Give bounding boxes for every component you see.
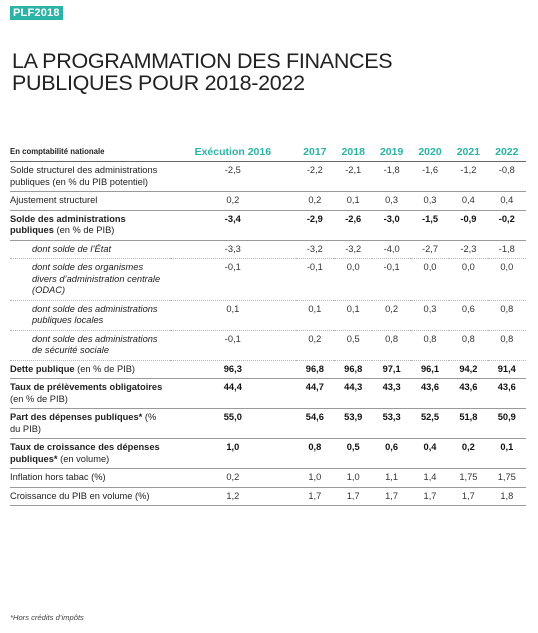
table-cell: 1,0 [334, 469, 372, 488]
footnote: *Hors crédits d’impôts [10, 613, 84, 622]
row-label [10, 360, 170, 379]
table-cell: 53,3 [372, 409, 410, 439]
row-label-main: Part des dépenses publiques* [10, 412, 143, 422]
table-cell: -2,3 [449, 240, 487, 259]
row-label [10, 379, 170, 409]
table-cell: 1,75 [488, 469, 526, 488]
row-label [10, 469, 170, 488]
table-cell: -0,1 [170, 330, 296, 360]
table-cell: -2,6 [334, 210, 372, 240]
table-cell: -2,9 [296, 210, 334, 240]
table-cell: 43,3 [372, 379, 410, 409]
page-title-line-2: PUBLIQUES POUR 2018-2022 [12, 71, 305, 95]
column-header: 2019 [379, 146, 404, 158]
table-row [10, 379, 526, 409]
table-row [10, 259, 526, 301]
table-cell: -1,6 [411, 162, 449, 192]
column-header: 2018 [341, 146, 365, 158]
table-cell: -1,5 [411, 210, 449, 240]
table-cell: -1,8 [372, 162, 410, 192]
table-cell: -1,2 [449, 162, 487, 192]
table-cell: 0,4 [411, 439, 449, 469]
table-cell: 44,3 [334, 379, 372, 409]
table-cell: 91,4 [488, 360, 526, 379]
table-header-row [10, 146, 526, 162]
table-cell: -3,2 [296, 240, 334, 259]
lead-header: En comptabilité nationale [10, 147, 105, 156]
table-cell: 51,8 [449, 409, 487, 439]
table-cell: 0,5 [334, 330, 372, 360]
table-row [10, 210, 526, 240]
table-row [10, 439, 526, 469]
table-row [10, 240, 526, 259]
table-cell: 1,7 [449, 487, 487, 506]
row-label-unit: (en volume) [60, 453, 110, 464]
table-cell: 0,0 [334, 259, 372, 301]
table-cell: 96,3 [170, 360, 296, 379]
row-label-main: dont solde des administrations de sécurité sociale [32, 333, 158, 355]
table-cell: -4,0 [372, 240, 410, 259]
table-cell: 0,2 [170, 192, 296, 211]
table-row [10, 409, 526, 439]
row-label-main: Solde des administrations publiques [10, 213, 126, 235]
table-row [10, 487, 526, 506]
table-cell: 0,0 [488, 259, 526, 301]
table-cell: -0,8 [488, 162, 526, 192]
table-cell: -3,2 [334, 240, 372, 259]
row-label-unit: (en % de PIB) [10, 393, 68, 404]
row-label-unit: (en % de PIB) [56, 225, 115, 235]
row-label-main: dont solde de l’État [32, 243, 112, 254]
table-row [10, 300, 526, 330]
table-cell: 1,7 [411, 487, 449, 506]
table-cell: 1,7 [296, 487, 334, 506]
table-row [10, 330, 526, 360]
table-cell: -2,7 [411, 240, 449, 259]
row-label-main: dont solde des organismes divers d’administration centrale (ODAC) [32, 262, 161, 295]
table-cell: 0,0 [449, 259, 487, 301]
row-label-main: Ajustement structurel [10, 195, 98, 205]
table-cell: 1,75 [449, 469, 487, 488]
column-header: 2021 [456, 146, 481, 158]
table-cell: 44,4 [170, 379, 296, 409]
table-cell: 97,1 [372, 360, 410, 379]
finance-table [10, 146, 526, 506]
column-header: 2022 [495, 146, 519, 158]
table-cell: 0,6 [449, 300, 487, 330]
table-cell: 1,7 [372, 487, 410, 506]
row-label-unit: (en % du PIB potentiel) [52, 176, 149, 187]
table-cell: -2,1 [334, 162, 372, 192]
table-cell: 1,8 [488, 487, 526, 506]
table-cell: 0,4 [449, 192, 487, 211]
table-body [10, 162, 526, 506]
table-cell: 54,6 [296, 409, 334, 439]
table-cell: 0,3 [372, 192, 410, 211]
table-cell: 0,3 [411, 192, 449, 211]
table-cell: 0,2 [296, 330, 334, 360]
table-cell: 0,2 [296, 192, 334, 211]
table-cell: 1,0 [296, 469, 334, 488]
table-cell: -3,0 [372, 210, 410, 240]
table-cell: 1,1 [372, 469, 410, 488]
table-row [10, 162, 526, 192]
table-cell: 0,8 [488, 330, 526, 360]
table-cell: -0,2 [488, 210, 526, 240]
table-cell: 52,5 [411, 409, 449, 439]
row-label [10, 439, 170, 469]
table-cell: 0,6 [372, 439, 410, 469]
table-row [10, 360, 526, 379]
table-row [10, 469, 526, 488]
table-cell: 0,5 [334, 439, 372, 469]
row-label [10, 240, 170, 259]
table-cell: 0,1 [334, 192, 372, 211]
table-cell: 0,1 [334, 300, 372, 330]
table-cell: 1,2 [170, 487, 296, 506]
table-cell: -3,4 [170, 210, 296, 240]
row-label [10, 487, 170, 506]
row-label [10, 192, 170, 211]
table-cell: 43,6 [449, 379, 487, 409]
document-tag: PLF2018 [10, 6, 63, 20]
row-label-main: Dette publique [10, 363, 75, 374]
table-cell: -0,9 [449, 210, 487, 240]
table-cell: 44,7 [296, 379, 334, 409]
table-cell: 0,8 [411, 330, 449, 360]
table-cell: -2,5 [170, 162, 296, 192]
table-cell: 0,1 [296, 300, 334, 330]
page-title-line-1: LA PROGRAMMATION DES FINANCES [12, 49, 393, 73]
table-cell: 53,9 [334, 409, 372, 439]
table-cell: 0,8 [372, 330, 410, 360]
column-header: 2017 [303, 146, 327, 158]
row-label-main: Croissance du PIB en volume (%) [10, 490, 150, 501]
table-cell: 43,6 [411, 379, 449, 409]
column-header: Exécution 2016 [194, 146, 272, 158]
table-cell: 1,7 [334, 487, 372, 506]
table-cell: -0,1 [296, 259, 334, 301]
row-label-main: Taux de prélèvements obligatoires [10, 382, 163, 392]
row-label [10, 259, 170, 301]
table-cell: 96,8 [296, 360, 334, 379]
table-cell: -3,3 [170, 240, 296, 259]
row-label [10, 300, 170, 330]
table-cell: -1,8 [488, 240, 526, 259]
row-label-main: Inflation hors tabac (%) [10, 472, 106, 482]
table-cell: 0,1 [488, 439, 526, 469]
page-title [12, 50, 392, 94]
table-row [10, 192, 526, 211]
table-cell: 55,0 [170, 409, 296, 439]
table-cell: 94,2 [449, 360, 487, 379]
table-cell: 0,0 [411, 259, 449, 301]
table-cell: 0,8 [488, 300, 526, 330]
row-label-main: dont solde des administrations publiques locales [32, 303, 158, 325]
table-cell: 0,3 [411, 300, 449, 330]
row-label-unit: (en % de PIB) [77, 363, 136, 374]
row-label [10, 409, 170, 439]
table-cell: 0,2 [170, 469, 296, 488]
table-cell: 43,6 [488, 379, 526, 409]
column-header: 2020 [418, 146, 442, 158]
table-cell: -2,2 [296, 162, 334, 192]
table-cell: 0,2 [372, 300, 410, 330]
table-cell: 0,8 [296, 439, 334, 469]
table-cell: 0,4 [488, 192, 526, 211]
table-cell: 96,8 [334, 360, 372, 379]
table-cell: 96,1 [411, 360, 449, 379]
row-label [10, 210, 170, 240]
row-label-unit: (% du PIB) [10, 412, 157, 434]
row-label-main: Solde structurel des administrations publiques [10, 165, 158, 187]
table-cell: -0,1 [170, 259, 296, 301]
row-label [10, 162, 170, 192]
table-cell: 0,2 [449, 439, 487, 469]
table-cell: 0,8 [449, 330, 487, 360]
table-cell: 0,1 [170, 300, 296, 330]
table-cell: 1,0 [170, 439, 296, 469]
table-cell: 50,9 [488, 409, 526, 439]
table-cell: -0,1 [372, 259, 410, 301]
row-label-main: Taux de croissance des dépenses publiques* [10, 442, 160, 464]
table-cell: 1,4 [411, 469, 449, 488]
row-label [10, 330, 170, 360]
